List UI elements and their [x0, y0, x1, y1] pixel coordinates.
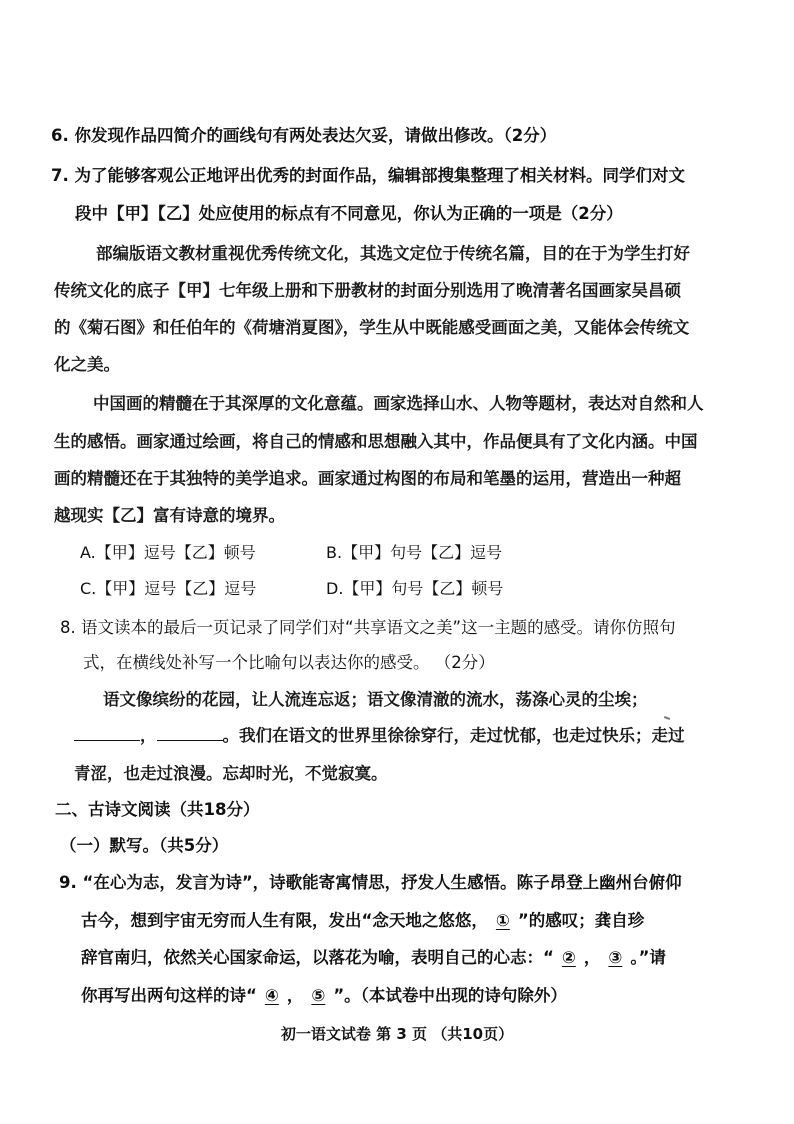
answer-blank-4[interactable]: ④ — [264, 986, 279, 1005]
question-7-line-1: 7. 为了能够客观公正地评出优秀的封面作品，编辑部搜集整理了相关材料。同学们对文 — [51, 166, 685, 185]
question-9-line-4 — [81, 984, 567, 1008]
option-d[interactable]: D.【甲】句号【乙】顿号 — [326, 579, 504, 598]
answer-blank-2[interactable] — [157, 724, 223, 741]
question-8-answer-line — [74, 724, 685, 748]
option-b[interactable]: B.【甲】句号【乙】逗号 — [326, 543, 503, 562]
question-9-text: 辞官南归，依然关心国家命运，以落花为喻，表明自己的心志：“ — [81, 948, 554, 967]
passage-line: 画的精髓还在于其独特的美学追求。画家通过构图的布局和笔墨的运用，营造出一种超 — [54, 469, 681, 488]
passage-line: 化之美。 — [54, 355, 120, 374]
passage-line: 中国画的精髓在于其深厚的文化意蕴。画家选择山水、人物等题材，表达对自然和人 — [93, 394, 704, 413]
answer-blank-5[interactable]: ⑤ — [311, 986, 326, 1005]
question-6: 6. 你发现作品四简介的画线句有两处表达欠妥，请做出修改。（2分） — [51, 126, 557, 145]
question-8-line-1: 8. 语文读本的最后一页记录了同学们对“共享语文之美”这一主题的感受。请你仿照句 — [60, 618, 676, 637]
separator: ， — [286, 986, 304, 1005]
comma: ， — [140, 726, 157, 745]
separator: ， — [583, 948, 601, 967]
question-8-line-2: 式，在横线处补写一个比喻句以表达你的感受。 （2分） — [83, 653, 495, 672]
question-9-text: ”。（本试卷中出现的诗句除外） — [333, 986, 567, 1005]
question-9-text: 你再写出两句这样的诗“ — [81, 986, 257, 1005]
passage-line: 传统文化的底子【甲】七年级上册和下册教材的封面分别选用了晚清著名国画家吴昌硕 — [54, 281, 681, 300]
answer-blank-1[interactable]: ① — [495, 911, 510, 930]
question-8-last-line: 青涩，也走过浪漫。忘却时光，不觉寂寞。 — [74, 764, 388, 783]
passage-line: 越现实【乙】富有诗意的境界。 — [54, 506, 285, 525]
option-a[interactable]: A.【甲】逗号【乙】顿号 — [80, 543, 256, 562]
question-7-line-2: 段中【甲】【乙】处应使用的标点有不同意见，你认为正确的一项是（2分） — [75, 204, 623, 223]
option-c[interactable]: C.【甲】逗号【乙】逗号 — [80, 579, 257, 598]
question-9-line-2 — [81, 909, 644, 933]
page-footer: 初一语文试卷 第 3 页 （共10页） — [280, 1025, 514, 1043]
question-9-line-1: 9. “在心为志，发言为诗”，诗歌能寄寓情思，抒发人生感悟。陈子昂登上幽州台俯仰 — [59, 873, 682, 892]
passage-line: 的《菊石图》和任伯年的《荷塘消夏图》，学生从中既能感受画面之美，又能体会传统文 — [54, 318, 690, 337]
question-8-example: 语文像缤纷的花园，让人流连忘返；语文像清澈的流水，荡涤心灵的尘埃； — [103, 690, 648, 709]
passage-line: 部编版语文教材重视优秀传统文化，其选文定位于传统名篇，目的在于为学生打好 — [96, 244, 690, 263]
section-2-subtitle: （一）默写。（共5分） — [60, 836, 229, 855]
question-9-line-3 — [81, 946, 666, 970]
question-9-text: 。”请 — [630, 948, 666, 967]
answer-blank-2[interactable]: ② — [561, 948, 576, 967]
question-9-text: ”的感叹；龚自珍 — [517, 911, 645, 930]
passage-line: 生的感悟。画家通过绘画，将自己的情感和思想融入其中，作品便具有了文化内涵。中国 — [54, 432, 698, 451]
answer-blank-1[interactable] — [74, 724, 140, 741]
section-2-title: 二、古诗文阅读（共18分） — [55, 800, 260, 819]
scan-speck — [664, 716, 670, 720]
question-8-continuation: 。我们在语文的世界里徐徐穿行，走过忧郁，也走过快乐；走过 — [222, 726, 685, 745]
answer-blank-3[interactable]: ③ — [608, 948, 623, 967]
question-9-text: 古今，想到宇宙无穷而人生有限，发出“念天地之悠悠， — [81, 911, 488, 930]
